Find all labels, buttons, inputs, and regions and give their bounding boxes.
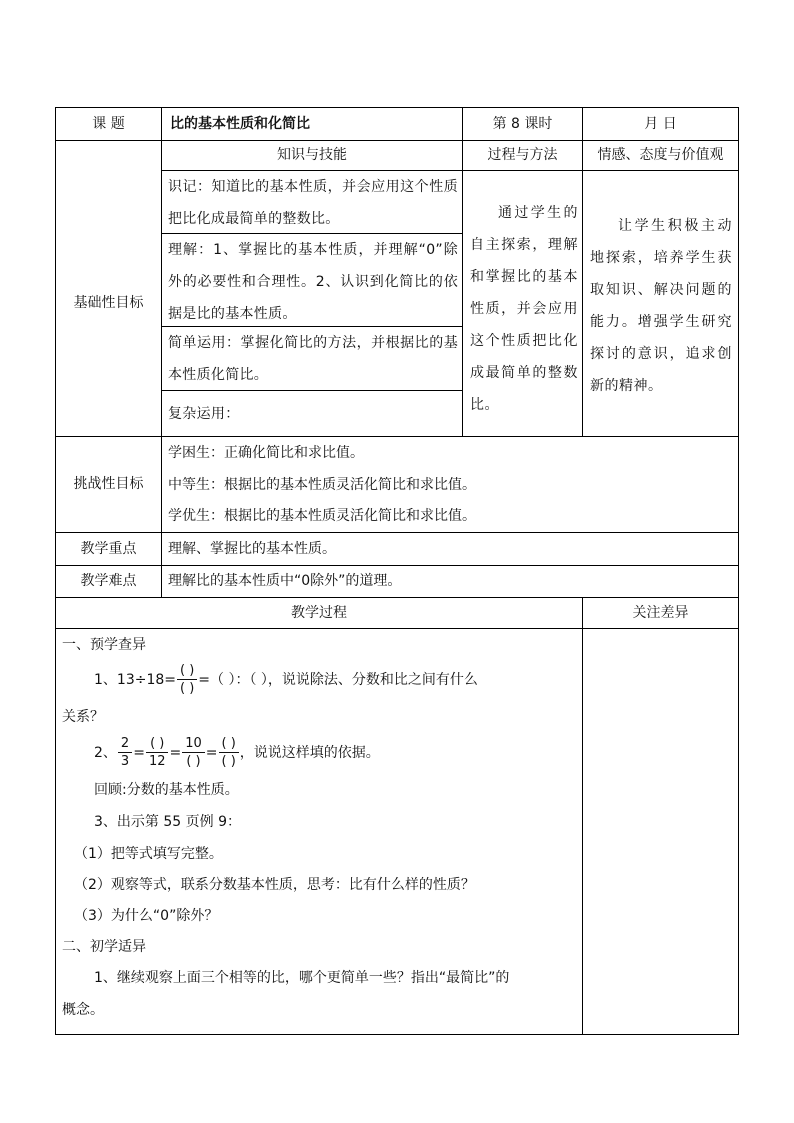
q2-f3-num: 10	[182, 737, 205, 753]
question-1	[62, 660, 614, 700]
question-3: 3、出示第 55 页例 9：	[94, 814, 241, 830]
emotion-value-text: 让学生积极主动地探索，培养学生获取知识、解决问题的能力。增强学生研究探讨的意识，追求创新的精神。	[590, 218, 732, 394]
section-2-question-1: 1、继续观察上面三个相等的比，哪个更简单一些？指出“最简比”的	[94, 970, 510, 986]
q2-fraction-1	[118, 737, 132, 769]
question-1-continued: 关系？	[62, 709, 104, 725]
q2-suffix: ，说说这样填的依据。	[239, 745, 380, 761]
q2-f1-num: 2	[118, 737, 132, 753]
challenge-goal-label: 挑战性目标	[73, 476, 144, 492]
challenge-item-strong: 学优生：根据比的基本性质灵活化简比和求比值。	[168, 508, 476, 524]
q1-fraction	[177, 664, 197, 696]
difficulty-text: 理解比的基本性质中“0除外”的道理。	[168, 573, 402, 589]
basic-goal-label: 基础性目标	[73, 295, 144, 311]
q2-f2-num: ( )	[146, 737, 169, 753]
challenge-item-average: 中等生：根据比的基本性质灵活化简比和求比值。	[168, 477, 476, 493]
q1-frac-den: ( )	[180, 681, 195, 696]
q2-f3-den: ( )	[186, 754, 201, 769]
q2-fraction-3	[182, 737, 205, 769]
section-initial-study-title: 二、初学适异	[62, 939, 146, 955]
question-2	[62, 733, 614, 773]
header-emotion: 情感、态度与价值观	[597, 147, 724, 163]
focus-text: 理解、掌握比的基本性质。	[168, 541, 336, 557]
section-pre-study-title: 一、预学查异	[62, 637, 146, 653]
question-3c: （3）为什么“0”除外？	[74, 908, 219, 924]
question-3b: （2）观察等式，联系分数基本性质，思考：比有什么样的性质？	[74, 877, 475, 893]
q1-frac-num: ( )	[177, 664, 197, 680]
lesson-number: 第 8 课时	[492, 116, 553, 132]
q2-fraction-4	[219, 737, 239, 769]
date-field: 月 日	[644, 116, 677, 132]
challenge-item-weak: 学困生：正确化简比和求比值。	[168, 445, 364, 461]
header-attention-difference: 关注差异	[632, 605, 689, 621]
difficulty-label: 教学难点	[80, 573, 137, 589]
knowledge-item-complex-use: 复杂运用：	[168, 406, 240, 422]
q2-equals-3: =	[205, 745, 218, 761]
question-3a: （1）把等式填写完整。	[74, 846, 223, 862]
knowledge-item-memorize: 识记：知道比的基本性质，并会应用这个性质把比化成最简单的整数比。	[168, 179, 458, 227]
q2-f4-num: ( )	[219, 737, 239, 753]
course-label: 课 题	[92, 116, 125, 132]
focus-label: 教学重点	[80, 541, 137, 557]
header-process: 过程与方法	[487, 147, 558, 163]
q2-f2-den: 12	[148, 754, 166, 769]
q2-f1-den: 3	[120, 754, 130, 769]
q2-prefix: 2、	[94, 745, 117, 761]
knowledge-item-simple-use: 简单运用：掌握化简比的方法，并根据比的基本性质化简比。	[168, 335, 458, 383]
lesson-title: 比的基本性质和化简比	[170, 116, 310, 132]
q1-suffix: =（ ）：（ ），说说除法、分数和比之间有什么	[198, 672, 478, 688]
review-text: 回顾:分数的基本性质。	[94, 782, 239, 798]
process-method-text: 通过学生的自主探索，理解和掌握比的基本性质，并会应用这个性质把比化成最简单的整数比。	[470, 205, 578, 413]
q2-f4-den: ( )	[221, 754, 236, 769]
section-2-question-1-continued: 概念。	[62, 1002, 104, 1018]
header-knowledge: 知识与技能	[277, 147, 347, 163]
q2-fraction-2	[146, 737, 169, 769]
q2-equals-1: =	[133, 745, 145, 761]
q1-prefix: 1、13÷18=	[94, 672, 176, 688]
knowledge-item-understand: 理解：1、掌握比的基本性质，并理解“0”除外的必要性和合理性。2、认识到化简比的依据是比的基本性质。	[168, 242, 458, 322]
q2-equals-2: =	[169, 745, 182, 761]
header-teaching-process: 教学过程	[291, 605, 347, 621]
